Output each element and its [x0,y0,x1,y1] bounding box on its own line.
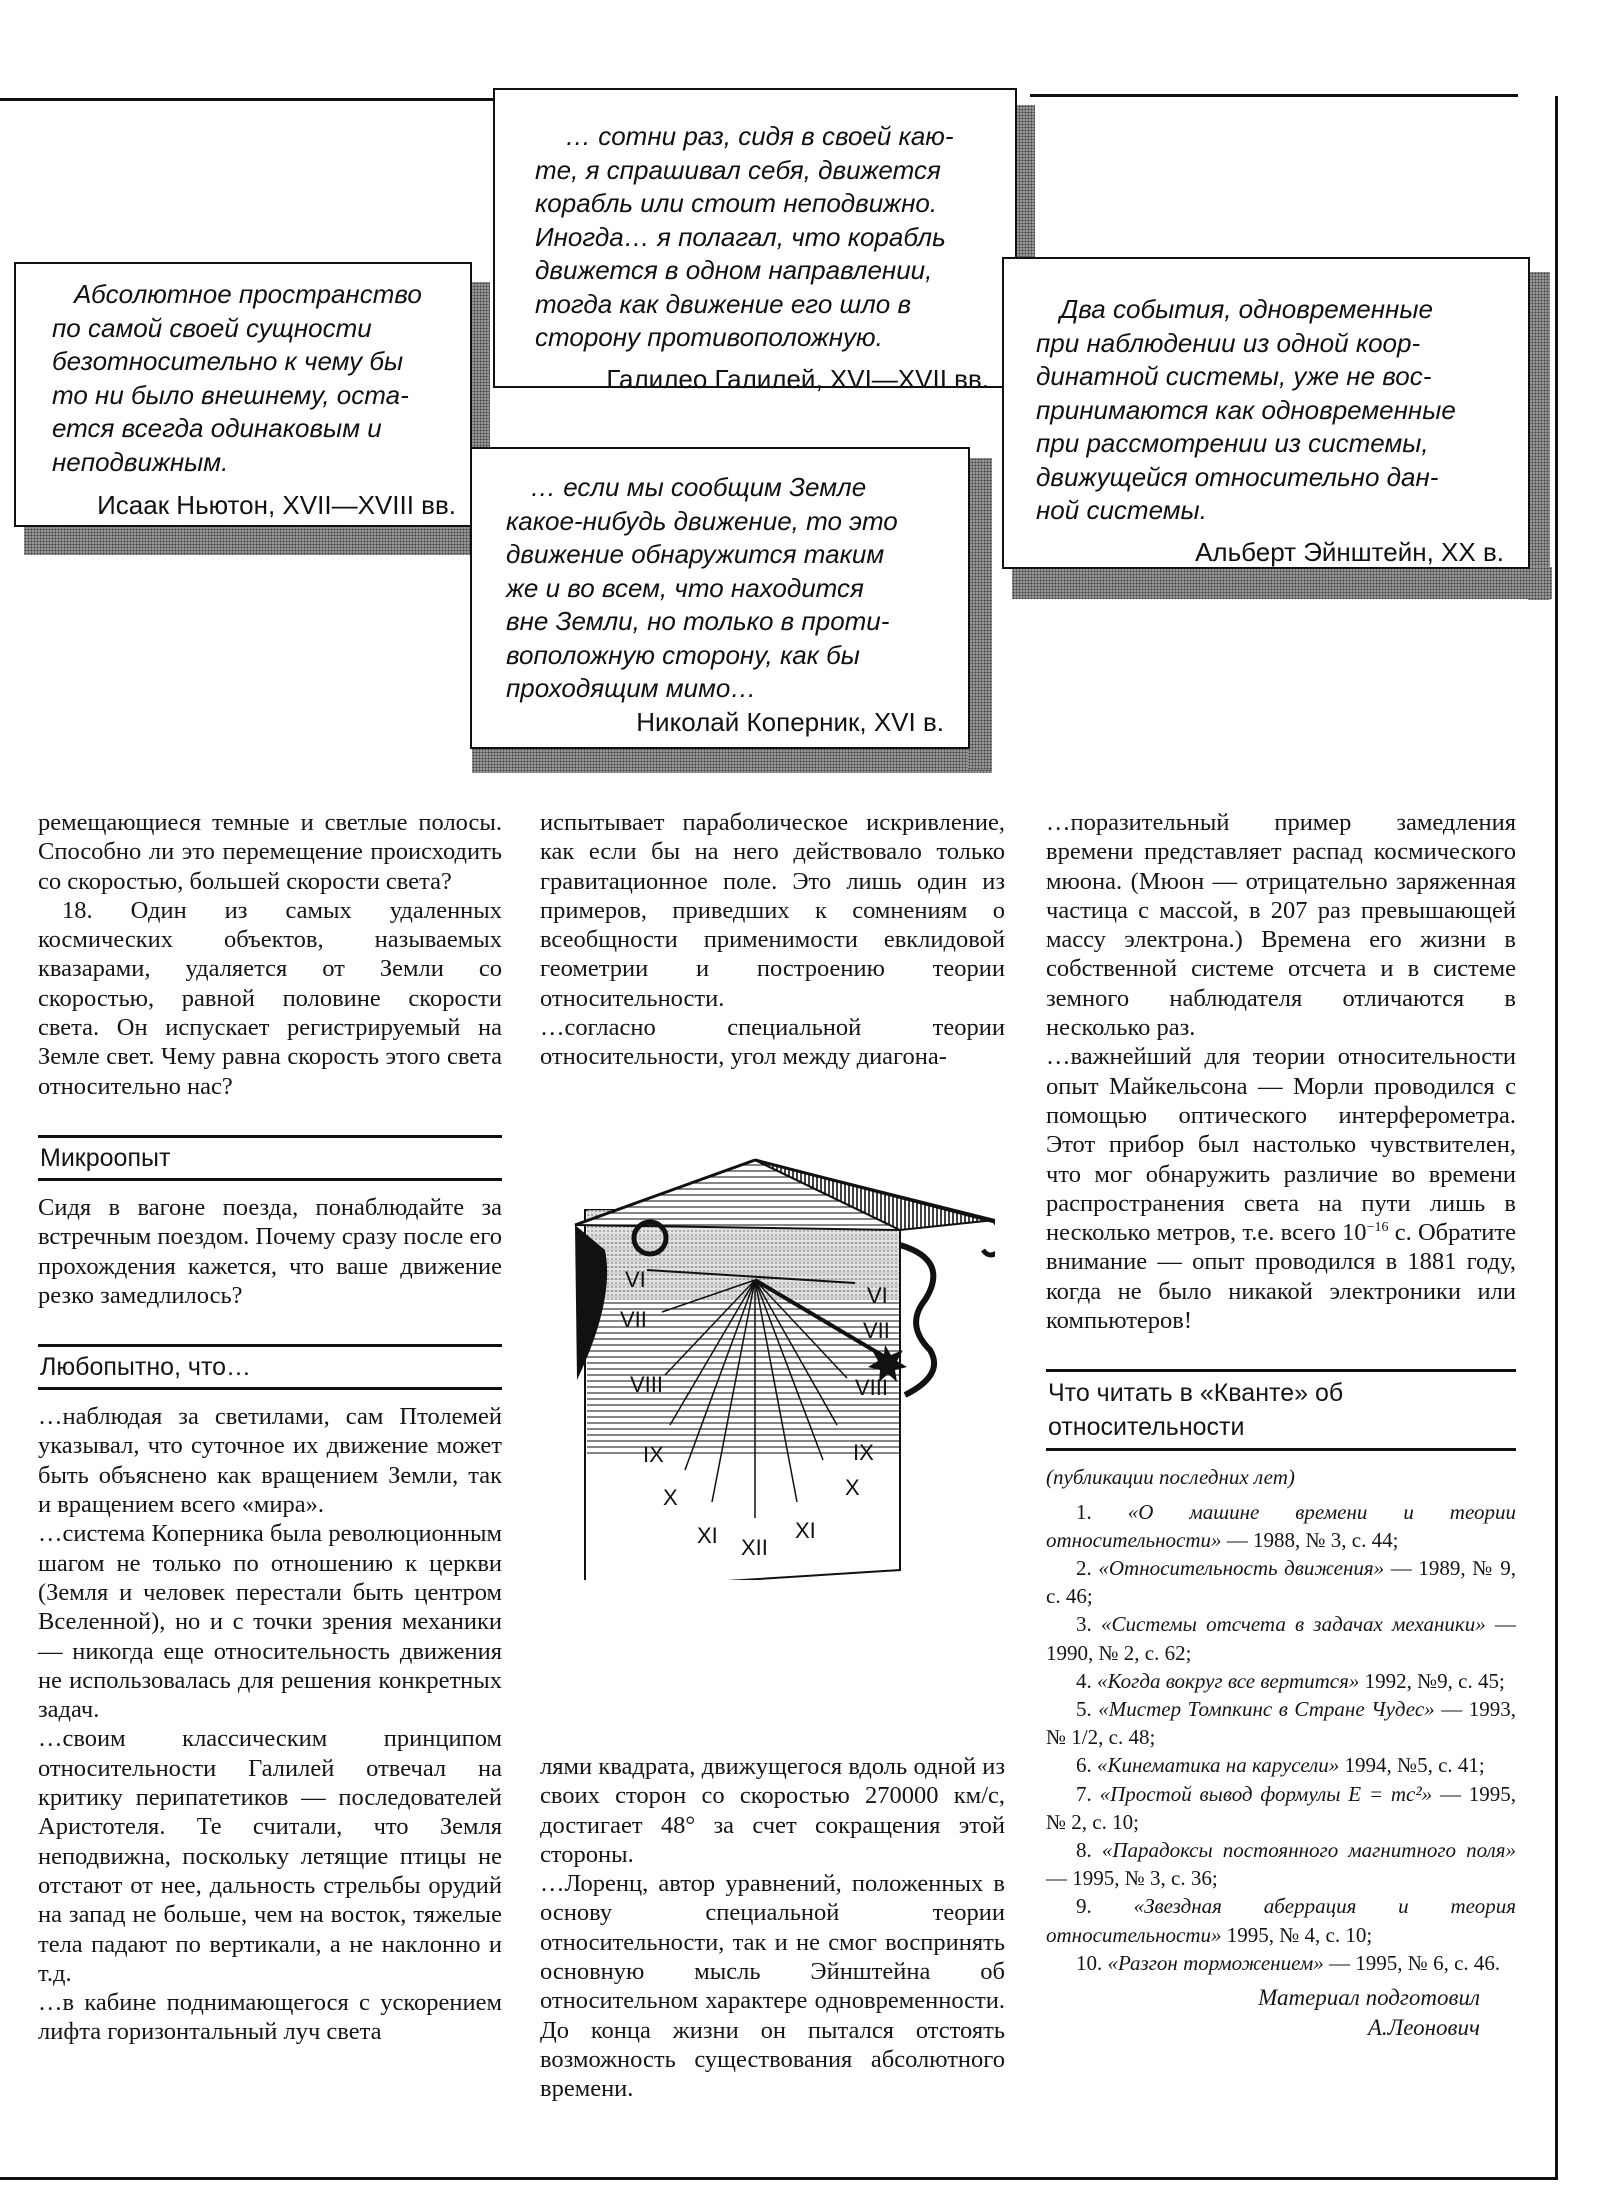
ref-title: «Разгон торможением» [1107,1950,1324,1975]
author-signature [1046,1983,1516,2043]
curious-item [1046,1042,1516,1335]
ref-details: — 1988, № 3, с. 44; [1221,1527,1399,1552]
quote-shadow [24,525,476,555]
quote-shadow [472,748,992,773]
middle-column-bottom [540,1752,1005,2104]
reference-item [1046,1610,1516,1666]
signature-line: Материал подготовил [1258,1985,1480,2010]
microexperiment-text: Сидя в вагоне поезда, понаблюдайте за встречным поездом. Почему сразу после его прохождения кажется, что ваше движение резко замедлилось? [38,1193,502,1309]
quote-shadow [968,458,992,770]
top-frame-rule-left [0,98,500,101]
hour-label: IX [643,1442,664,1467]
quote-line: по самой своей сущности [52,312,372,343]
ref-details: — 1990, № 2, с. 62; [1046,1612,1516,1665]
quote-line: какое-нибудь движение, то это [506,505,898,536]
quote-line: при рассмотрении из системы, [1036,428,1429,458]
hour-label: VII [863,1318,890,1343]
reference-item [1046,1695,1516,1751]
quote-line: вне Земли, но только в проти- [506,606,890,636]
quote-text [535,120,989,355]
curious-item: …согласно специальной теории относительности, угол между диагона- [540,1014,1005,1071]
ref-title: «О машине времени и теории относительности» [1046,1499,1516,1552]
ref-details: — 1995, № 2, с. 10; [1046,1781,1517,1834]
ref-title: «Кинематика на карусели» [1097,1753,1340,1778]
hour-label: X [845,1475,860,1500]
quote-line: движется в одном направлении, [535,255,933,285]
quote-line: Абсолютное пространство [74,279,422,309]
quote-box-newton [14,262,472,527]
reference-item [1046,1949,1516,1977]
quote-line: движущейся относительно дан- [1036,461,1439,492]
quote-line: динатной системы, уже не вос- [1036,361,1432,391]
hour-label: VIII [855,1375,889,1400]
ref-num: 2. [1076,1555,1092,1580]
quote-box-copernicus [470,447,970,749]
quote-line: движение обнаружится таким [506,539,885,569]
reading-subtitle: (публикации последних лет) [1046,1465,1295,1490]
sundial-illustration [555,1150,995,1580]
quote-line: принимаются как одновременные [1036,394,1456,425]
right-column [1046,808,1516,2043]
ref-details: 1994, №5, с. 41; [1339,1753,1485,1778]
quote-line: … если мы сообщим Земле [530,472,867,502]
section-heading-reading: Что читать в «Кванте» об относительности [1046,1369,1516,1451]
quote-line: неподвижным. [52,446,229,477]
ref-num: 8. [1076,1837,1092,1862]
ref-num: 9. [1076,1894,1092,1919]
hour-label: VI [867,1283,888,1308]
right-frame-rule [1555,96,1558,2179]
reference-item [1046,1892,1516,1948]
michelson-text: с. Обратите внимание — опыт проводился в 1881 году, когда не было никакой электроники или компьютеров! [1046,1219,1516,1335]
ref-title: «Относительность движения» [1098,1555,1385,1580]
ref-title: «Простой вывод формулы E = mc²» [1099,1781,1433,1806]
ref-details: 1992, №9, с. 45; [1359,1668,1505,1693]
section-heading-curious: Любопытно, что… [38,1344,502,1390]
curious-item: …наблюдая за светилами, сам Птолемей указывал, что суточное их движение может быть объяснено как вращением Земли, так и вращением всего «мира». [38,1403,502,1519]
hour-label: XI [697,1523,718,1548]
bottom-frame-rule [0,2177,1558,2180]
michelson-text: …важнейший для теории относительности опыт Майкельсона — Морли проводился с помощью оптического интерферометра. Этот прибор был настолько чувствителен, что мог обнаружить различие во времени распространения света на пути лишь в несколько метров, т.е. всего 10 [1046,1043,1516,1247]
curious-item: …система Коперника была революционным шагом не только по отношению к церкви (Земля и человек перестали быть центром Вселенной), но и с точки зрения механики — никогда еще относительность движения не использовалась для решения конкретных задач. [38,1520,502,1724]
quote-line: безотносительно к чему бы [52,346,404,376]
quote-line: то ни было внешнему, оста- [52,379,409,410]
hour-label: VIII [630,1372,664,1397]
quote-line: сторону противоположную. [535,322,883,352]
quote-line: ется всегда одинаковым и [52,413,382,443]
quote-text [506,471,944,706]
reference-item [1046,1498,1516,1554]
reference-item [1046,1667,1516,1695]
quote-line: проходящим мимо… [506,673,757,703]
ref-title: «Парадоксы постоянного магнитного поля» [1101,1837,1517,1862]
hour-label: VI [625,1267,646,1292]
ref-details: — 1995, № 6, с. 46. [1323,1950,1501,1975]
reference-item [1046,1836,1516,1892]
top-frame-rule-right [1030,94,1518,97]
ref-num: 3. [1076,1612,1092,1637]
problem-17-continuation: ремещающиеся темные и светлые полосы. Способно ли это перемещение происходить со скоростью, большей скорости света? [38,809,502,895]
exponent: −16 [1366,1220,1389,1235]
hour-label: X [663,1485,678,1510]
ref-num: 10. [1076,1950,1103,1975]
ref-details: — 1993, № 1/2, с. 48; [1046,1696,1516,1750]
quote-text [52,278,456,479]
quote-author: Галилео Галилей, XVI—XVII вв. [606,363,989,394]
quote-line: воположную сторону, как бы [506,639,860,670]
ref-num: 6. [1076,1753,1092,1778]
quote-author: Альберт Эйнштейн, XX в. [1195,536,1504,567]
quote-box-einstein [1002,257,1530,569]
quote-author: Исаак Ньютон, XVII—XVIII вв. [97,490,456,520]
ref-details: 1995, № 4, с. 10; [1221,1922,1373,1947]
hour-label: VII [620,1307,647,1332]
hour-label: IX [853,1440,874,1465]
quote-line: корабль или стоит неподвижно. [535,188,938,218]
curious-item: …поразительный пример замедления времени представляет распад космического мюона. (Мюон — отрицательно заряженная частица с массой, в 207 раз превышающей массу электрона.) Времена его жизни в собственной системе отсчета и в системе земного наблюдателя отличаются в несколько раз. [1046,809,1516,1042]
ref-num: 5. [1076,1696,1092,1721]
quote-text [1036,293,1504,528]
left-column [38,808,502,2047]
middle-column-top [540,808,1005,1072]
reference-list [1046,1463,1516,1977]
curious-item: …Лоренц, автор уравнений, положенных в основу специальной теории относительности, так и не смог воспринять основную мысль Эйнштейна об относительном характере одновременности. До конца жизни он пытался отстоять возможность существования абсолютного времени. [540,1870,1005,2103]
quote-author: Николай Коперник, XVI в. [636,706,944,737]
quote-line: ной системы. [1036,495,1207,525]
ref-title: «Мистер Томпкинс в Стране Чудес» [1098,1696,1435,1721]
reference-item [1046,1780,1516,1836]
ref-title: «Звездная аберрация и теория относительности» [1046,1894,1516,1947]
ref-details: — 1989, № 9, с. 46; [1046,1555,1516,1609]
ref-title: «Системы отсчета в задачах механики» [1100,1612,1486,1637]
quote-line: тогда как движение его шло в [535,288,912,319]
ref-details: — 1995, № 3, с. 36; [1046,1866,1218,1891]
curious-item-continuation: лями квадрата, движущегося вдоль одной из своих сторон со скоростью 270000 км/с, достигает 48° за счет сокращения этой стороны. [540,1753,1005,1868]
signature-name: А.Леонович [1367,2015,1480,2040]
quote-line: Два события, одновременные [1060,294,1433,324]
hour-label: XII [741,1535,768,1560]
curious-item: …своим классическим принципом относительности Галилей отвечал на критику перипатетиков — последователей Аристотеля. Те считали, что Земля неподвижна, поскольку летящие птицы не отстают от нее, дальность стрельбы орудий на запад не больше, чем на восток, тяжелые тела падают по вертикали, а не наклонно и т.д. [38,1725,502,1987]
quote-shadow [1012,567,1552,599]
quote-line: при наблюдении из одной коор- [1036,327,1421,358]
quote-box-galileo [493,88,1017,394]
reference-item [1046,1751,1516,1779]
quote-line: … сотни раз, сидя в своей каю- [565,121,954,151]
quote-line: те, я спрашивал себя, движется [535,154,941,185]
curious-item-continuation: испытывает параболическое искривление, как если бы на него действовало только гравитационное поле. Это лишь один из примеров, приведших к сомнениям о всеобщности применимости евклидовой геометрии и построению теории относительности. [540,809,1005,1012]
ref-num: 7. [1076,1781,1092,1806]
hour-label: XI [795,1518,816,1543]
section-heading-microexperiment: Микроопыт [38,1135,502,1181]
reference-item [1046,1554,1516,1610]
ref-num: 1. [1076,1499,1092,1524]
curious-item: …в кабине поднимающегося с ускорением лифта горизонтальный луч света [38,1989,502,2046]
quote-line: же и во всем, что находится [506,572,864,603]
problem-18: 18. Один из самых удаленных космических объектов, называемых квазарами, удаляется от Земли со скоростью, равной половине скорости света. Он испускает регистрируемый на Земле свет. Чему равна скорость этого света относительно нас? [38,896,502,1100]
ref-title: «Когда вокруг все вертится» [1097,1668,1360,1693]
quote-shadow [1528,272,1550,600]
ref-num: 4. [1076,1668,1092,1693]
quote-line: Иногда… я полагал, что корабль [535,221,946,252]
